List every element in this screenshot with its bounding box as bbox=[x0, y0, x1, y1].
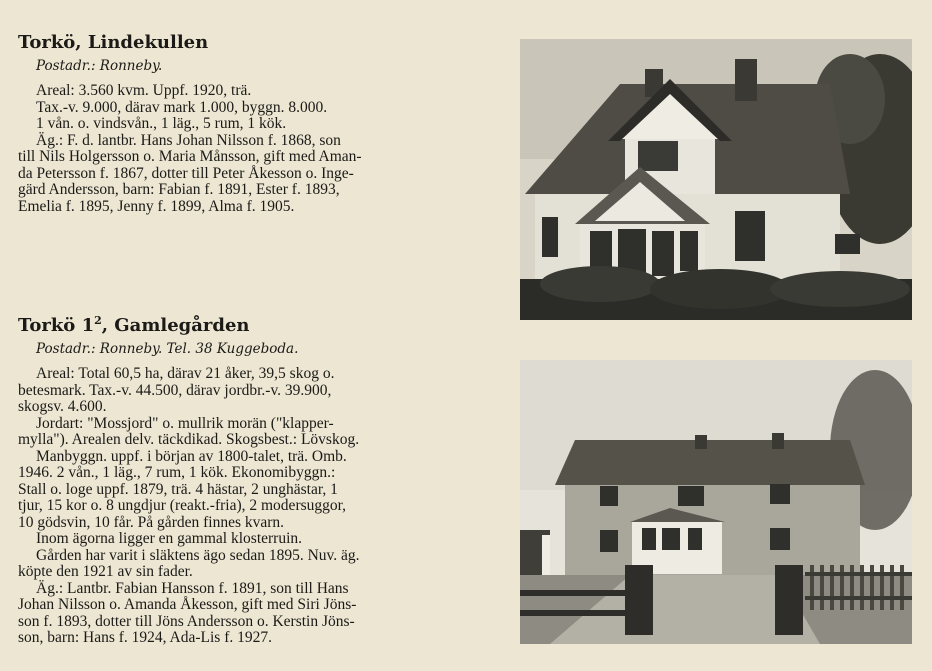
entry-title-sup: 2 bbox=[94, 314, 102, 327]
entry-postal-address: Postadr.: Ronneby. bbox=[36, 58, 163, 74]
entry-body bbox=[18, 366, 500, 647]
body-text-line: Tax.-v. 9.000, därav mark 1.000, byggn. 8.000. bbox=[36, 98, 328, 116]
body-text-line: Äg.: Lantbr. Fabian Hansson f. 1891, son till Hans bbox=[36, 579, 349, 597]
body-text-line: 10 gödsvin, 10 får. På gården finnes kvarn. bbox=[18, 513, 285, 531]
body-text-line: Emelia f. 1895, Jenny f. 1899, Alma f. 1905. bbox=[18, 197, 295, 215]
entry-body bbox=[18, 83, 500, 215]
body-text-line: gärd Andersson, barn: Fabian f. 1891, Ester f. 1893, bbox=[18, 181, 340, 198]
house-photo-gamlegarden bbox=[520, 360, 912, 644]
house-photo-lindekullen bbox=[520, 39, 912, 320]
entry-lindekullen bbox=[18, 32, 500, 215]
body-text-line: betesmark. Tax.-v. 44.500, därav jordbr.-v. 39.900, bbox=[18, 381, 332, 399]
body-text-line: till Nils Holgersson o. Maria Månsson, gift med Aman- bbox=[18, 148, 362, 165]
entry-title bbox=[18, 32, 500, 54]
house-image bbox=[520, 39, 912, 320]
entry-postal-address: Postadr.: Ronneby. Tel. 38 Kuggeboda. bbox=[36, 341, 299, 357]
body-text-line: Areal: 3.560 kvm. Uppf. 1920, trä. bbox=[36, 82, 252, 99]
body-text-line: Manbyggn. uppf. i början av 1800-talet, trä. Omb. bbox=[36, 447, 347, 465]
body-text-line: 1 vån. o. vindsvån., 1 läg., 5 rum, 1 kök. bbox=[36, 115, 287, 132]
entry-title-main: Torkö 1 bbox=[18, 315, 95, 336]
body-text-line: mylla"). Arealen delv. täckdikad. Skogsbest.: Lövskog. bbox=[18, 431, 360, 448]
body-text-line: Äg.: F. d. lantbr. Hans Johan Nilsson f. 1868, son bbox=[36, 131, 341, 149]
body-text-line: Stall o. loge uppf. 1879, trä. 4 hästar, 2 unghästar, 1 bbox=[18, 480, 338, 498]
body-text-line: Jordart: "Mossjord" o. mullrik morän ("klapper- bbox=[36, 414, 334, 432]
entry-title bbox=[18, 315, 500, 337]
body-text-line: Inom ägorna ligger en gammal klosterruin. bbox=[36, 530, 303, 547]
body-text-line: köpte den 1921 av sin fader. bbox=[18, 563, 193, 580]
entry-title-main: Torkö, Lindekullen bbox=[18, 32, 209, 53]
body-text-line: skogsv. 4.600. bbox=[18, 398, 107, 415]
body-text-line: tjur, 15 kor o. 8 ungdjur (reakt.-fria), 2 modersuggor, bbox=[18, 497, 347, 514]
body-text-line: son f. 1893, dotter till Jöns Andersson o. Kerstin Jöns- bbox=[18, 612, 355, 630]
entry-gamlegarden bbox=[18, 315, 500, 647]
body-text-line: Gården har varit i släktens ägo sedan 1895. Nuv. äg. bbox=[36, 546, 360, 564]
body-text-line: son, barn: Hans f. 1924, Ada-Lis f. 1927. bbox=[18, 629, 272, 646]
entry-title-rest: , Gamlegården bbox=[101, 315, 250, 336]
body-text-line: da Petersson f. 1867, dotter till Peter Åkesson o. Inge- bbox=[18, 164, 354, 182]
body-text-line: 1946. 2 vån., 1 läg., 7 rum, 1 kök. Ekonomibyggn.: bbox=[18, 464, 336, 481]
house-image bbox=[520, 360, 912, 644]
body-text-line: Johan Nilsson o. Amanda Åkesson, gift med Siri Jöns- bbox=[18, 596, 357, 613]
body-text-line: Areal: Total 60,5 ha, därav 21 åker, 39,5 skog o. bbox=[36, 365, 335, 382]
